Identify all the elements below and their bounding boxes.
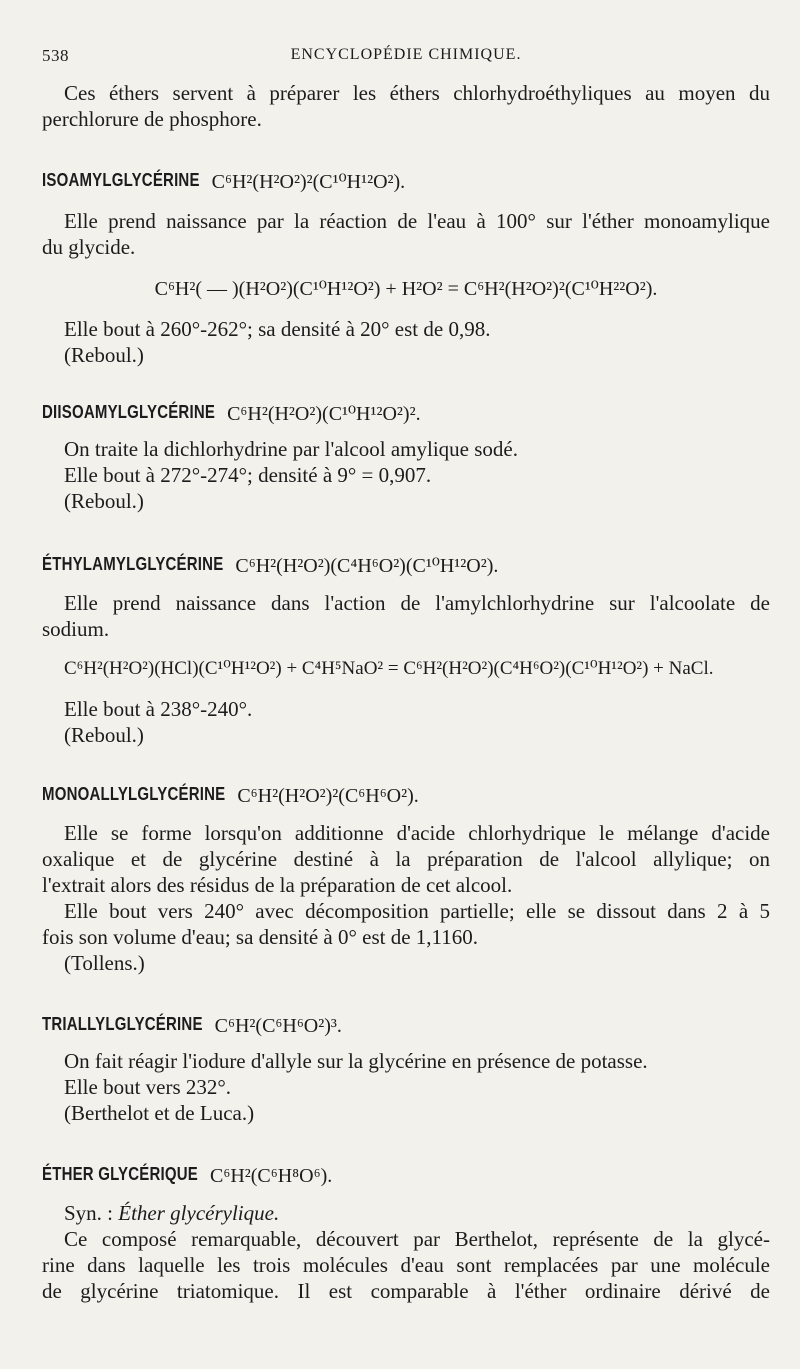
paragraph-line: oxalique et de glycérine destiné à la préparation de l'alcool allylique; on xyxy=(42,847,770,871)
paragraph-line: fois son volume d'eau; sa densité à 0° est de 1,1160. xyxy=(42,925,478,949)
synonym-value: Éther glycérylique. xyxy=(118,1201,280,1225)
running-title: ENCYCLOPÉDIE CHIMIQUE. xyxy=(290,46,522,63)
section-heading-diisoamyl xyxy=(42,400,770,429)
compound-name: MONOALLYLGLYCÉRINE xyxy=(42,783,226,805)
page-number: 538 xyxy=(42,46,69,65)
reference: (Reboul.) xyxy=(64,343,144,367)
paragraph-line: On traite la dichlorhydrine par l'alcool amylique sodé. xyxy=(64,437,518,461)
compound-formula: C⁶H²(H²O²)(C⁴H⁶O²)(C¹⁰H¹²O²). xyxy=(235,555,499,577)
paragraph-line: Elle bout vers 240° avec décomposition partielle; elle se dissout dans 2 à 5 xyxy=(64,899,770,923)
compound-name: DIISOAMYLGLYCÉRINE xyxy=(42,401,216,423)
paragraph-line: rine dans laquelle les trois molécules d'eau sont remplacées par une molécule xyxy=(42,1253,770,1277)
compound-formula: C⁶H²(H²O²)(C¹⁰H¹²O²)². xyxy=(227,403,421,425)
intro-line-1: Ces éthers servent à préparer les éthers chlorhydroéthyliques au moyen du xyxy=(64,81,770,105)
paragraph-line: Elle se forme lorsqu'on additionne d'acide chlorhydrique le mélange d'acide xyxy=(64,821,770,845)
intro-line-2: perchlorure de phosphore. xyxy=(42,107,262,131)
chemical-equation: C⁶H²( — )(H²O²)(C¹⁰H¹²O²) + H²O² = C⁶H²(H²O²)²(C¹⁰H²²O²). xyxy=(154,278,658,300)
reference: (Reboul.) xyxy=(64,723,144,747)
paragraph-line: On fait réagir l'iodure d'allyle sur la glycérine en présence de potasse. xyxy=(64,1049,648,1073)
section-heading-monoallyl xyxy=(42,782,770,811)
paragraph-line: Elle bout à 238°-240°. xyxy=(64,697,253,721)
compound-name: ÉTHYLAMYLGLYCÉRINE xyxy=(42,553,224,575)
paragraph-line: Elle prend naissance dans l'action de l'amylchlorhydrine sur l'alcoolate de xyxy=(64,591,770,615)
reference: (Berthelot et de Luca.) xyxy=(64,1101,255,1125)
compound-formula: C⁶H²(H²O²)²(C¹⁰H¹²O²). xyxy=(211,171,406,193)
paragraph-line: de glycérine triatomique. Il est comparable à l'éther ordinaire dérivé de xyxy=(42,1279,770,1303)
paragraph-line: l'extrait alors des résidus de la préparation de cet alcool. xyxy=(42,873,513,897)
paragraph-line: Elle bout vers 232°. xyxy=(64,1075,232,1099)
paragraph-line: Elle bout à 260°-262°; sa densité à 20° est de 0,98. xyxy=(64,317,491,341)
section-heading-ether xyxy=(42,1162,770,1191)
reference: (Reboul.) xyxy=(64,489,144,513)
compound-formula: C⁶H²(H²O²)²(C⁶H⁶O²). xyxy=(237,785,419,807)
paragraph-line: du glycide. xyxy=(42,235,136,259)
paragraph-line: Elle bout à 272°-274°; densité à 9° = 0,907. xyxy=(64,463,432,487)
chemical-equation: C⁶H²(H²O²)(HCl)(C¹⁰H¹²O²) + C⁴H⁵NaO² = C⁶H²(H²O²)(C⁴H⁶O²)(C¹⁰H¹²O²) + NaCl. xyxy=(64,658,714,679)
synonym-line xyxy=(64,1200,770,1226)
section-heading-isoamyl xyxy=(42,168,770,197)
page-header xyxy=(42,46,770,72)
synonym-label: Syn. : xyxy=(64,1201,114,1225)
compound-formula: C⁶H²(C⁶H⁶O²)³. xyxy=(214,1015,342,1037)
section-heading-ethylamyl xyxy=(42,552,770,581)
paragraph-line: Ce composé remarquable, découvert par Berthelot, représente de la glycé- xyxy=(64,1227,770,1251)
compound-formula: C⁶H²(C⁶H⁸O⁶). xyxy=(210,1165,333,1187)
paragraph-line: Elle prend naissance par la réaction de l'eau à 100° sur l'éther monoamylique xyxy=(64,209,770,233)
section-heading-triallyl xyxy=(42,1012,770,1041)
reference: (Tollens.) xyxy=(64,951,145,975)
paragraph-line: sodium. xyxy=(42,617,110,641)
compound-name: ÉTHER GLYCÉRIQUE xyxy=(42,1163,199,1185)
compound-name: TRIALLYLGLYCÉRINE xyxy=(42,1013,203,1035)
compound-name: ISOAMYLGLYCÉRINE xyxy=(42,169,200,191)
